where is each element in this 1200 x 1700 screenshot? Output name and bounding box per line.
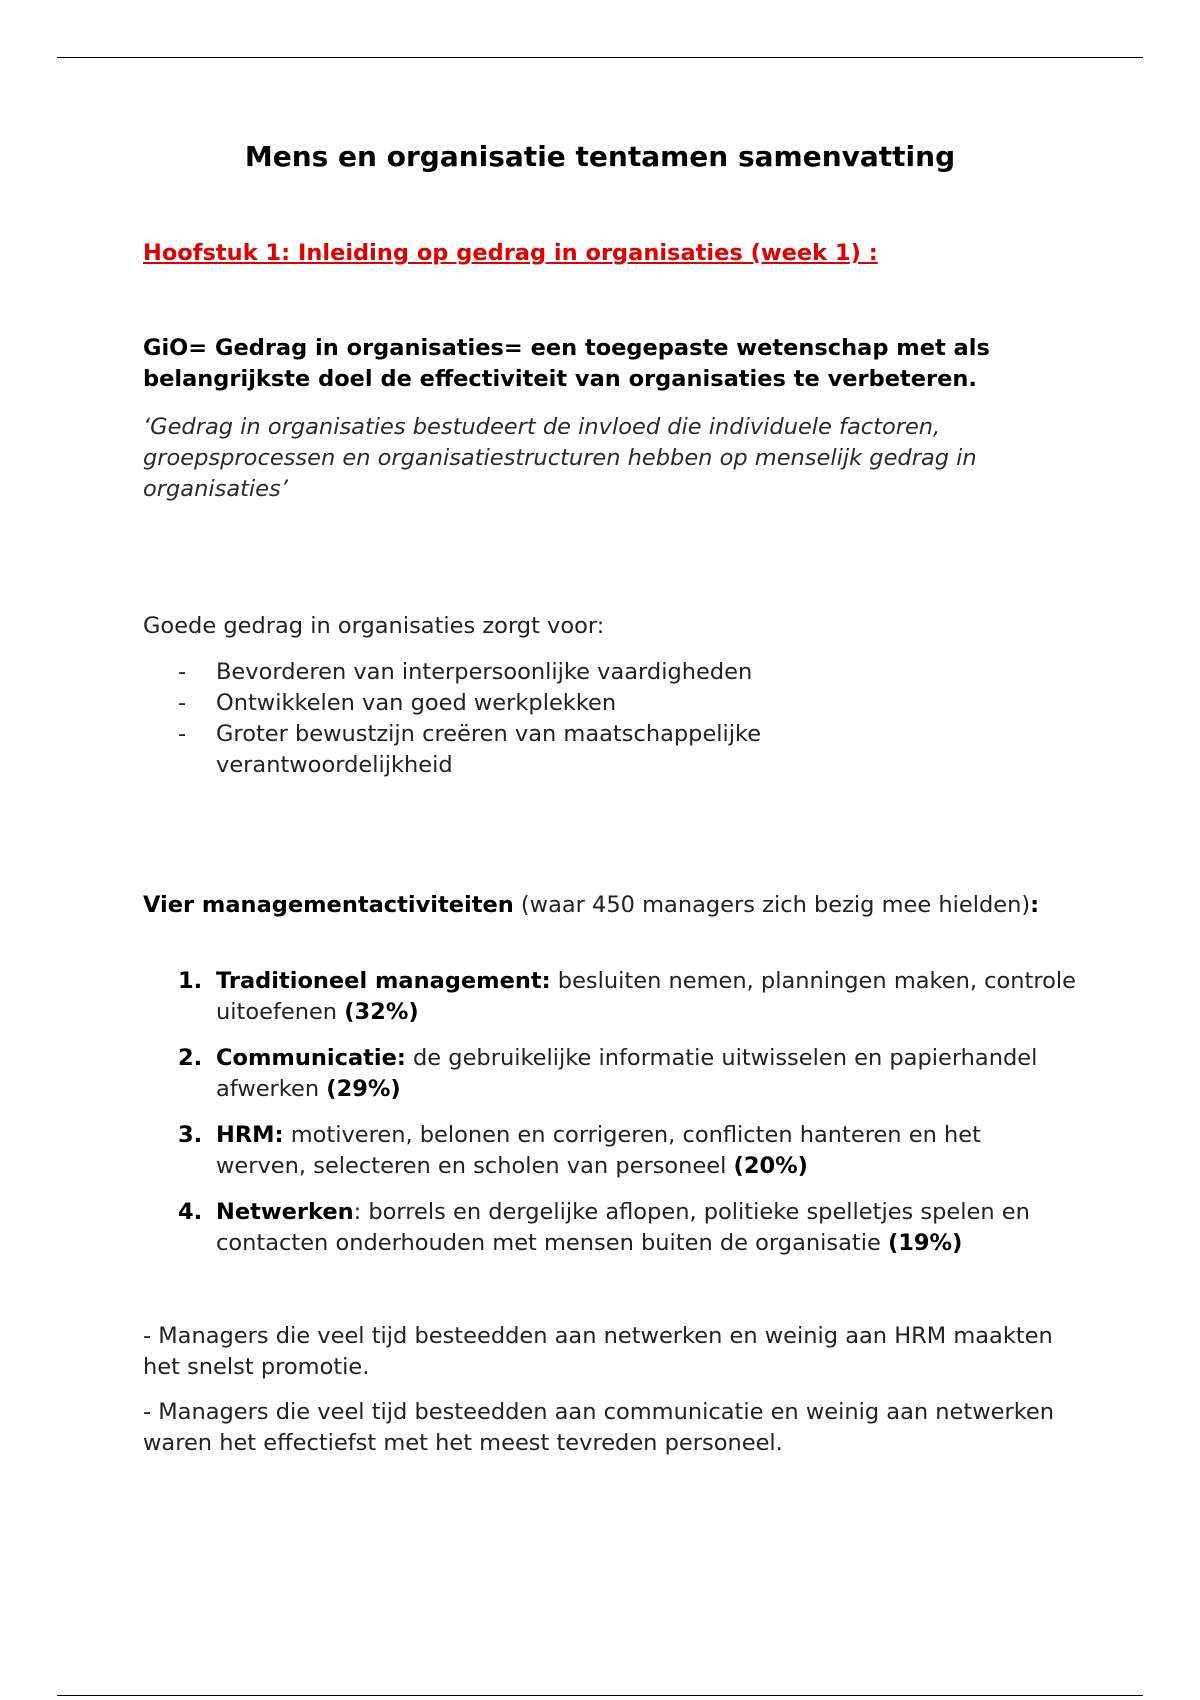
finding-note-networking: - Managers die veel tijd besteedden aan netwerken en weinig aan HRM maakten het snelst promotie. xyxy=(143,1323,1053,1380)
bullet-marker: - xyxy=(178,690,187,716)
activity-description: besluiten nemen, planningen maken, controle uitoefenen xyxy=(216,968,1076,1025)
list-item xyxy=(178,1120,1078,1182)
list-item xyxy=(178,657,878,688)
list-item xyxy=(178,1043,1078,1105)
bullet-marker: - xyxy=(178,721,187,747)
activity-name: HRM: xyxy=(216,1122,284,1148)
activity-name: Traditioneel management: xyxy=(216,968,551,994)
document-title: Mens en organisatie tentamen samenvatting xyxy=(244,140,956,173)
activities-heading: Vier managementactiviteiten xyxy=(143,892,514,918)
activities-list xyxy=(178,966,1078,1274)
list-item-text: Ontwikkelen van goed werkplekken xyxy=(216,690,617,716)
bullet-marker: - xyxy=(178,659,187,685)
item-number: 3. xyxy=(178,1122,203,1148)
activity-percentage: (32%) xyxy=(344,999,419,1025)
benefits-intro: Goede gedrag in organisaties zorgt voor: xyxy=(143,613,605,639)
activity-percentage: (20%) xyxy=(733,1153,808,1179)
list-item-text: Bevorderen van interpersoonlijke vaardigheden xyxy=(216,659,753,685)
list-item-text: Groter bewustzijn creëren van maatschappelijke verantwoordelijkheid xyxy=(216,721,762,778)
activities-heading-paragraph xyxy=(143,890,1083,921)
activity-name: Communicatie: xyxy=(216,1045,406,1071)
definition-paragraph: GiO= Gedrag in organisaties= een toegepaste wetenschap met als belangrijkste doel de effectiviteit van organisaties te verbeteren. xyxy=(143,335,990,392)
activity-description: motiveren, belonen en corrigeren, conflicten hanteren en het werven, selecteren en scholen van personeel xyxy=(216,1122,981,1179)
chapter-heading: Hoofstuk 1: Inleiding op gedrag in organisaties (week 1) : xyxy=(143,240,878,266)
activity-percentage: (19%) xyxy=(887,1230,963,1256)
activities-note: (waar 450 managers zich bezig mee hielden) xyxy=(513,892,1031,918)
list-item xyxy=(178,1197,1078,1259)
activity-description: de gebruikelijke informatie uitwisselen en papierhandel afwerken xyxy=(216,1045,1038,1102)
finding-note-communication: - Managers die veel tijd besteedden aan communicatie en weinig aan netwerken waren het effectiefst met het meest tevreden personeel. xyxy=(143,1399,1055,1456)
list-item xyxy=(178,688,878,719)
definition-quote: ‘Gedrag in organisaties bestudeert de invloed die individuele factoren, groepsprocessen en organisatiestructuren hebben op menselijk gedrag in organisaties’ xyxy=(143,414,977,502)
list-item xyxy=(178,966,1078,1028)
activity-description: : borrels en dergelijke aflopen, politieke spelletjes spelen en contacten onderhouden met mensen buiten de organisatie xyxy=(216,1199,1030,1256)
header-rule xyxy=(57,57,1143,58)
activities-colon: : xyxy=(1030,892,1040,918)
footer-rule xyxy=(57,1695,1143,1696)
item-number: 1. xyxy=(178,968,203,994)
activity-name: Netwerken xyxy=(216,1199,354,1225)
item-number: 4. xyxy=(178,1199,203,1225)
list-item xyxy=(178,719,878,781)
benefits-list xyxy=(178,657,878,781)
activity-percentage: (29%) xyxy=(326,1076,401,1102)
item-number: 2. xyxy=(178,1045,203,1071)
